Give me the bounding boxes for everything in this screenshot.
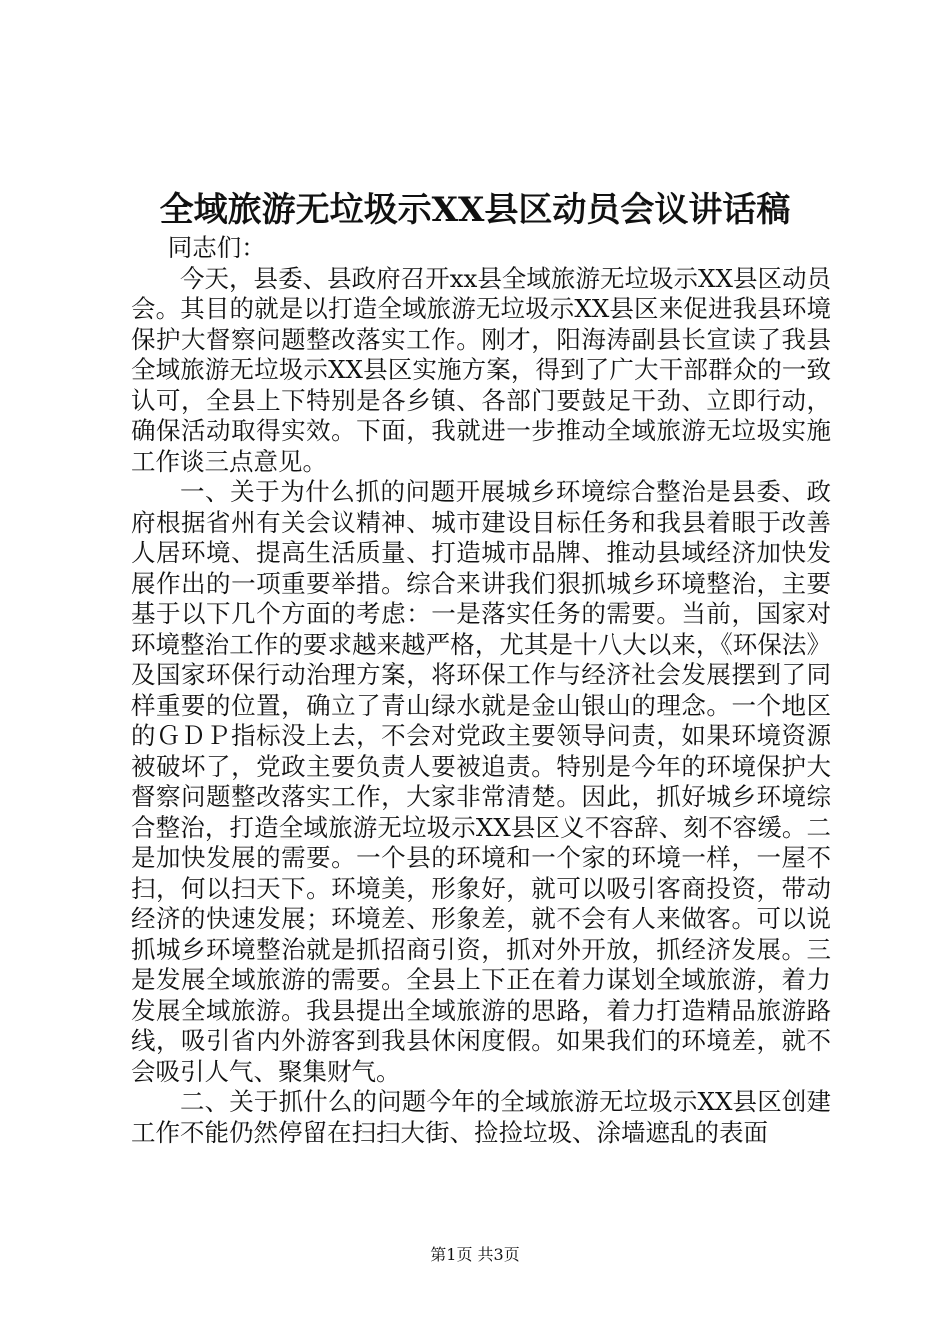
paragraph-intro: 今天，县委、县政府召开xx县全域旅游无垃圾示XX县区动员会。其目的就是以打造全域旅游无垃圾示XX县区来促进我县环境保护大督察问题整改落实工作。刚才，阳海涛副县长宣读了我县全域旅游无垃圾示XX县区实施方案，得到了广大干部群众的一致认可，全县上下特别是各乡镇、各部门要鼓足干劲、立即行动，确保活动取得实效。下面，我就进一步推动全域旅游无垃圾实施工作谈三点意见。 [131,263,831,476]
document-body [131,233,831,1148]
page-footer: 第1页 共3页 [430,1245,520,1264]
salutation: 同志们： [167,233,266,262]
paragraph-section-2: 二、关于抓什么的问题今年的全域旅游无垃圾示XX县区创建工作不能仍然停留在扫扫大街、捡捡垃圾、涂墙遮乱的表面 [131,1087,831,1147]
document-title: 全域旅游无垃圾示XX县区动员会议讲话稿 [159,190,791,230]
paragraph-section-1: 一、关于为什么抓的问题开展城乡环境综合整治是县委、政府根据省州有关会议精神、城市建设目标任务和我县着眼于改善人居环境、提高生活质量、打造城市品牌、推动县域经济加快发展作出的一项重要举措。综合来讲我们狠抓城乡环境整治，主要基于以下几个方面的考虑：一是落实任务的需要。当前，国家对环境整治工作的要求越来越严格，尤其是十八大以来，《环保法》及国家环保行动治理方案，将环保工作与经济社会发展摆到了同样重要的位置，确立了青山绿水就是金山银山的理念。一个地区的ＧＤＰ指标没上去，不会对党政主要领导问责，如果环境资源被破坏了，党政主要负责人要被追责。特别是今年的环境保护大督察问题整改落实工作，大家非常清楚。因此，抓好城乡环境综合整治，打造全域旅游无垃圾示XX县区义不容辞、刻不容缓。二是加快发展的需要。一个县的环境和一个家的环境一样，一屋不扫，何以扫天下。环境美，形象好，就可以吸引客商投资，带动经济的快速发展；环境差、形象差，就不会有人来做客。可以说抓城乡环境整治就是抓招商引资，抓对外开放，抓经济发展。三是发展全域旅游的需要。全县上下正在着力谋划全域旅游，着力发展全域旅游。我县提出全域旅游的思路，着力打造精品旅游路线，吸引省内外游客到我县休闲度假。如果我们的环境差，就不会吸引人气、聚集财气。 [131,477,831,1086]
